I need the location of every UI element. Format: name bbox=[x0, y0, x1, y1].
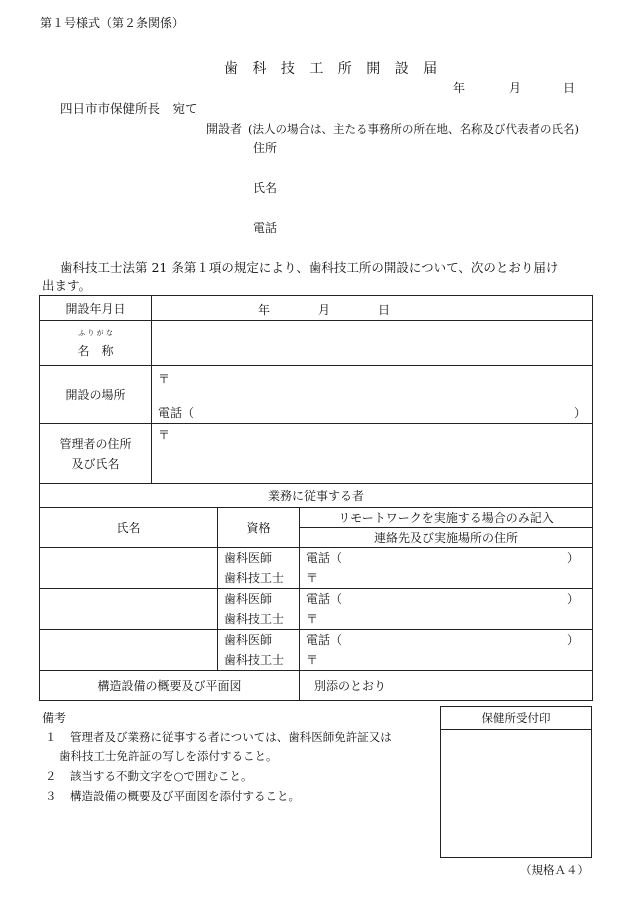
facility-name-label: 名 称 bbox=[77, 343, 114, 358]
structure-label: 構造設備の概要及び平面図 bbox=[40, 671, 300, 701]
facility-name-field[interactable] bbox=[152, 321, 593, 366]
remark-2-line1: 該当する不動文字を○で囲むこと。 bbox=[70, 769, 253, 783]
applicant-name-label: 氏名 bbox=[253, 181, 278, 195]
worker-postal-mark: 〒 bbox=[306, 612, 319, 626]
worker-contact-field[interactable] bbox=[300, 589, 593, 630]
workers-header: 業務に従事する者 bbox=[40, 484, 593, 508]
manager-postal-mark: 〒 bbox=[158, 428, 171, 442]
form-number: 第１号様式（第２条関係） bbox=[40, 16, 185, 30]
col-header-name: 氏名 bbox=[40, 508, 218, 548]
row-workers-header bbox=[40, 484, 593, 508]
worker-contact-field[interactable] bbox=[300, 630, 593, 671]
worker-contact-field[interactable] bbox=[300, 548, 593, 589]
row-facility-name bbox=[40, 321, 593, 366]
row-location bbox=[40, 366, 593, 424]
worker-phone-close: ） bbox=[567, 592, 580, 606]
worker-qualification-cell[interactable] bbox=[218, 548, 300, 589]
paper-size-label: （規格Ａ４） bbox=[520, 863, 589, 877]
worker-name-field[interactable] bbox=[40, 630, 218, 671]
row-structure bbox=[40, 671, 593, 701]
worker-phone-label: 電話（ bbox=[306, 551, 343, 565]
row-open-date bbox=[40, 296, 593, 321]
manager-label-line2: 及び氏名 bbox=[71, 456, 120, 471]
reception-stamp-box[interactable] bbox=[440, 706, 592, 858]
worker-phone-close: ） bbox=[567, 551, 580, 565]
row-manager bbox=[40, 424, 593, 484]
body-text-line2: 出ます。 bbox=[42, 278, 92, 293]
reception-stamp-label: 保健所受付印 bbox=[441, 707, 591, 730]
remark-1-line2: 歯科技工士免許証の写しを添付すること。 bbox=[59, 749, 278, 763]
worker-name-field[interactable] bbox=[40, 548, 218, 589]
open-date-label: 開設年月日 bbox=[40, 296, 152, 321]
worker-row bbox=[40, 589, 593, 630]
worker-phone-close: ） bbox=[567, 633, 580, 647]
applicant-note: (法人の場合は、主たる事務所の所在地、名称及び代表者の氏名) bbox=[248, 122, 579, 136]
addressee: 四日市市保健所長 宛て bbox=[60, 101, 198, 116]
qualification-dentist: 歯科医師 bbox=[224, 592, 273, 606]
date-month: 月 bbox=[509, 81, 522, 95]
worker-phone-label: 電話（ bbox=[306, 633, 343, 647]
open-date-cell[interactable] bbox=[152, 296, 593, 321]
worker-postal-mark: 〒 bbox=[306, 653, 319, 667]
page-title: 歯 科 技 工 所 開 設 届 bbox=[224, 61, 443, 77]
open-date-month: 月 bbox=[318, 303, 331, 317]
worker-qualification-cell[interactable] bbox=[218, 630, 300, 671]
qualification-technician: 歯科技工士 bbox=[224, 571, 285, 585]
worker-row bbox=[40, 548, 593, 589]
manager-field[interactable] bbox=[152, 424, 593, 484]
open-date-day: 日 bbox=[378, 303, 391, 317]
structure-value: 別添のとおり bbox=[300, 671, 593, 701]
applicant-phone-label: 電話 bbox=[253, 221, 278, 235]
worker-name-field[interactable] bbox=[40, 589, 218, 630]
facility-name-label-cell bbox=[40, 321, 152, 366]
qualification-technician: 歯科技工士 bbox=[224, 612, 285, 626]
body-text-line1: 歯科技工士法第 21 条第１項の規定により、歯科技工所の開設について、次のとおり届け bbox=[60, 260, 559, 275]
location-phone-label: 電話（ bbox=[158, 406, 195, 420]
date-year: 年 bbox=[453, 81, 466, 95]
registration-table bbox=[39, 295, 593, 701]
worker-postal-mark: 〒 bbox=[306, 571, 319, 585]
qualification-dentist: 歯科医師 bbox=[224, 633, 273, 647]
applicant-address-label: 住所 bbox=[253, 141, 278, 155]
remark-1-line1: 管理者及び業務に従事する者については、歯科医師免許証又は bbox=[70, 730, 392, 744]
qualification-dentist: 歯科医師 bbox=[224, 551, 273, 565]
location-postal-mark: 〒 bbox=[158, 372, 171, 386]
manager-label-cell bbox=[40, 424, 152, 484]
worker-phone-label: 電話（ bbox=[306, 592, 343, 606]
remark-3-number: ３ bbox=[45, 789, 57, 803]
remarks-title: 備考 bbox=[42, 711, 67, 725]
qualification-technician: 歯科技工士 bbox=[224, 653, 285, 667]
furigana-label: ふ り が な bbox=[78, 328, 113, 337]
row-column-headers-1 bbox=[40, 508, 593, 528]
applicant-label: 開設者 bbox=[206, 122, 243, 136]
col-header-contact: 連絡先及び実施場所の住所 bbox=[300, 528, 593, 548]
worker-row bbox=[40, 630, 593, 671]
remark-3-line1: 構造設備の概要及び平面図を添付すること。 bbox=[70, 789, 300, 803]
col-header-qualification: 資格 bbox=[218, 508, 300, 548]
manager-label-line1: 管理者の住所 bbox=[59, 436, 132, 451]
location-phone-close: ） bbox=[574, 406, 587, 420]
open-date-year: 年 bbox=[258, 303, 271, 317]
remark-1-number: １ bbox=[45, 730, 57, 744]
col-header-remote: リモートワークを実施する場合のみ記入 bbox=[300, 508, 593, 528]
date-day: 日 bbox=[563, 81, 576, 95]
worker-qualification-cell[interactable] bbox=[218, 589, 300, 630]
remark-2-number: ２ bbox=[45, 769, 57, 783]
location-label: 開設の場所 bbox=[40, 366, 152, 424]
location-field[interactable] bbox=[152, 366, 593, 424]
